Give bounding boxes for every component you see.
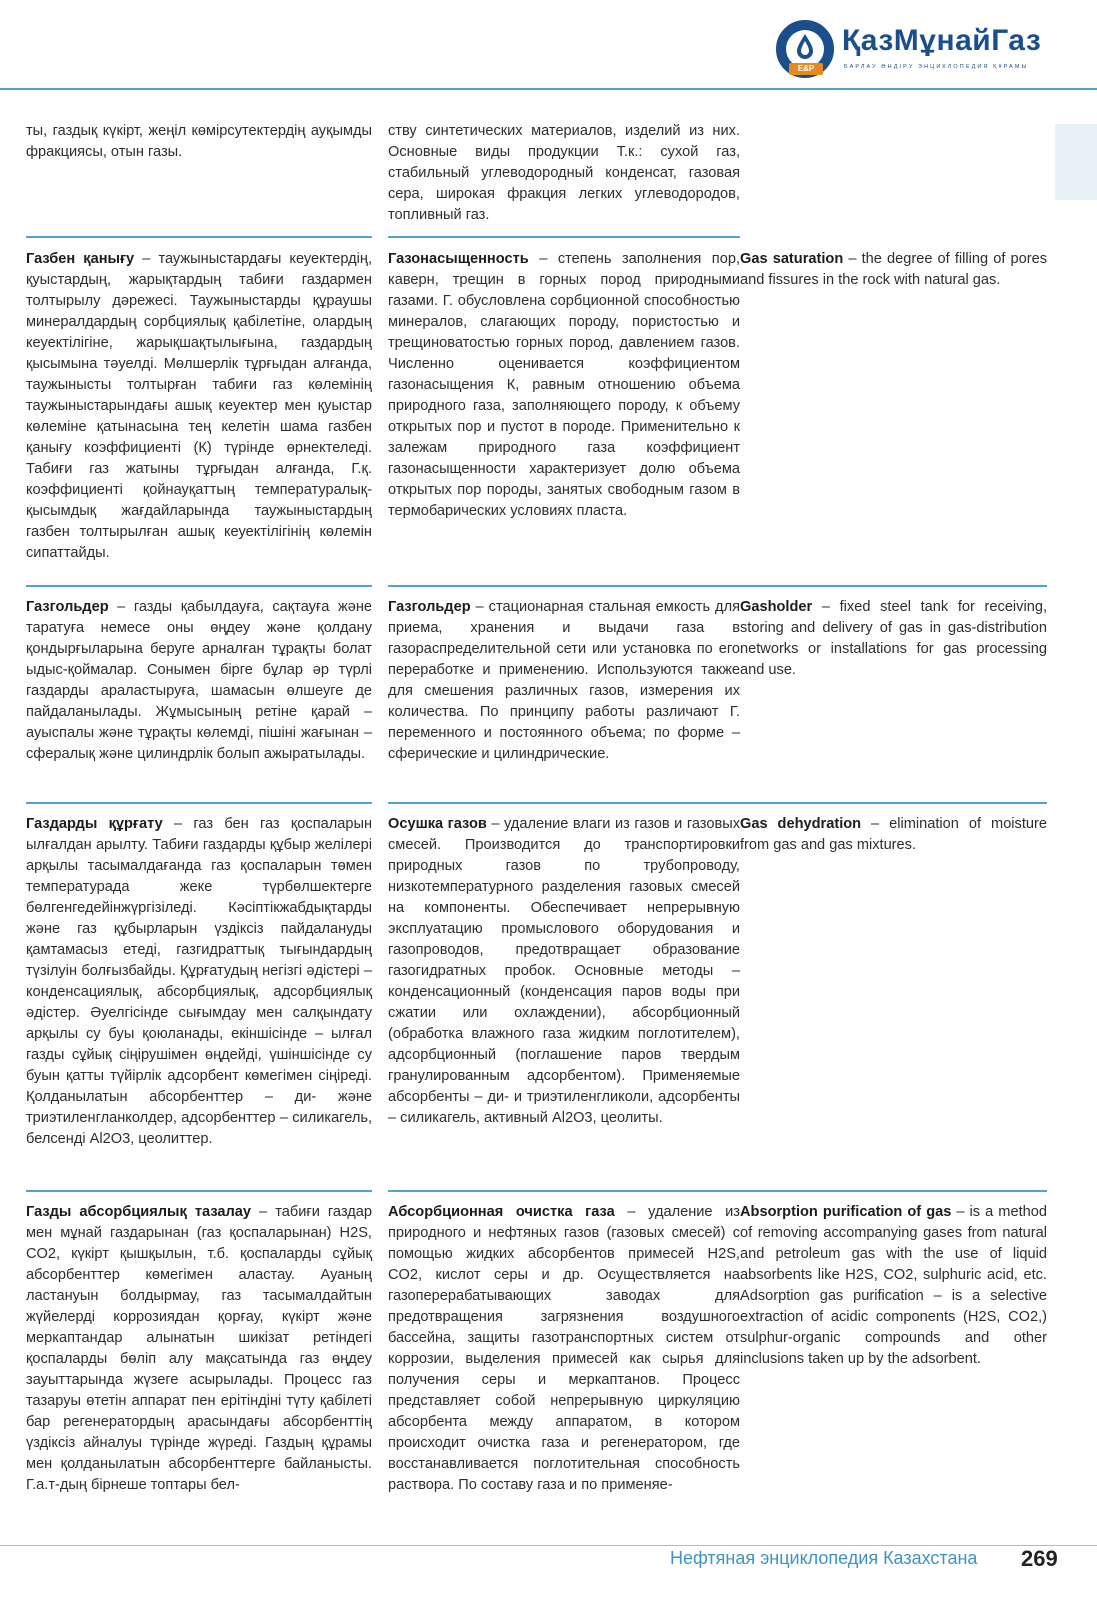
entry-kz: [26, 597, 372, 765]
definition-en: – the degree of filling of pores and fissures in the rock with natural gas.: [740, 251, 1047, 288]
section-divider: [740, 802, 1047, 804]
entry-kz: [26, 1202, 372, 1496]
section-divider: [26, 236, 372, 238]
definition-ru: ству синтетических материалов, изделий из них. Основные виды продукции Т.к.: сухой газ, стабильный углеводородный конденсат, газовая сера, широкая фракция легких углеводородов, топливный газ.: [388, 123, 740, 223]
entry-ru: [388, 1202, 740, 1496]
entry-ru: [388, 597, 740, 765]
entry-kz: [26, 249, 372, 564]
section-divider: [388, 1190, 740, 1192]
page-edge-tab: [1055, 124, 1097, 200]
term-ru: Осушка газов: [388, 816, 487, 832]
definition-ru: – удаление из природного и нефтяных газов (газовых смесей) с помощью жидких абсорбентов примесей H2S, CO2, кислот серы и др. Осуществляется на газоперерабатывающих заводах для предотвращения загрязнения воздушного бассейна, защиты газотранспортных систем от коррозии, выделения примесей как сырья для получения серы и меркаптанов. Процесс представляет собой непрерывную циркуляцию абсорбента между аппаратом, в котором происходит очистка газа и регенератором, где восстанавливается поглотительная способность раствора. По составу газа и по применяе-: [388, 1204, 741, 1493]
definition-kz: – таужыныстардағы кеуектердің, қуыстардың, жарықтардың табиғи газдармен толтырылу дәрежесі. Таужыныстарды құраушы минералдардың сорбциялық қабілетіне, олардың кеуектілігіне, жарықшақтылығына, газдардың қысымына тәуелді. Мөлшерлік тұрғыдан алғанда, таужынысты толтырған табиғи газ көлемінің таужыныстарындағы ашық кеуектер мен қуыстар көлеміне қатынасына тең келетін шама газбен қанығу коэффициенті (К) түрінде өрнектеледі. Табиғи газ жатыны тұрғыдан алғанда, Г.қ. коэффициенті қойнауқаттың температуралық-қысымдық жағдайларында таужыныстардың газбен толтырылған ашық кеуектілігінің көлемін сипаттайды.: [26, 251, 372, 561]
entry-en: [740, 1202, 1047, 1370]
kazmunaigas-logo: [776, 14, 1076, 80]
definition-kz: – газды қабылдауға, сақтауға және таратуға немесе оны өңдеу және қолдану қондырғыларына беруге арналған тұрақты болат ыдыс-қоймалар. Сонымен бірге бұлар әр түрлі газдарды араластыруға, шамасын өлшеуге де пайдаланылады. Жұмысының ретіне қарай – ауыспалы және тұрақты көлемді, пішіні жағынан – сфералық және цилиндрлік болып ажыратылады.: [26, 599, 372, 762]
logo-name: ҚазМұнайГаз: [842, 24, 1042, 57]
section-divider: [740, 1190, 1047, 1192]
entry-en: [740, 597, 1047, 681]
term-en: Gas dehydration: [740, 816, 862, 832]
definition-ru: – степень заполнения пор, каверн, трещин в горных пород природными газами. Г. обусловлена сорбционной способностью минералов, слагающих породу, пористостью и трещиноватостью горных пород, давлением газов. Численно оценивается коэффициентом газонасыщения К, равным отношению объема природного газа, заполняющего породу, к объему открытых пор и пустот в породе. Применительно к залежам природного газа коэффициент газонасыщенности характеризует долю объема открытых пор породы, занятых свободным газом в термобарических условиях пласта.: [388, 251, 740, 519]
entry-ru: [388, 121, 740, 226]
term-kz: Газбен қанығу: [26, 251, 135, 267]
definition-ru: – удаление влаги из газов и газовых смесей. Производится до транспортировки природных газов по трубопроводу, низкотемпературного разделения газовых смесей на компоненты. Обеспечивает непрерывную эксплуатацию промыслового оборудования и газопроводов, предотвращает образование газогидратных пробок. Основные методы – конденсационный (конденсация паров воды при сжатии или охлаждении), абсорбционный (обработка влажного газа жидким поглотителем), адсорбционный (поглашение паров твердым гранулированным адсорбентом). Применяемые абсорбенты – ди- и триэтиленгликоли, адсорбенты – силикагель, активный Al2O3, цеолиты.: [388, 816, 740, 1126]
footer-divider: [0, 1545, 1097, 1546]
logo-tagline: БАРЛАУ ӨНДІРУ ЭНЦИКЛОПЕДИЯ ҚҰРАМЫ: [844, 64, 1029, 70]
section-divider: [26, 1190, 372, 1192]
section-divider: [26, 585, 372, 587]
term-en: Gasholder: [740, 599, 813, 615]
entry-kz: [26, 121, 372, 163]
section-divider: [26, 802, 372, 804]
entry-ru: [388, 814, 740, 1129]
term-ru: Абсорбционная очистка газа: [388, 1204, 615, 1220]
section-divider: [388, 802, 740, 804]
definition-kz: – табиғи газдар мен мұнай газдарынан (газ қоспаларынан) H2S, CO2, күкірт қышқылын, т.б. қоспаларды сұйық абсорбенттер көмегімен аластау. Ауаның ластануын болдырмау, газ тасымалдайтын жүйелерді коррозиядан қорғау, күкірт және меркаптандар алынатын шикізат ретіндегі қоспаларды бөліп алу мақсатында газ өңдеу зауыттарында жүзеге асырылады. Процесс газ тазаруы өтетін аппарат пен ерітіндіні түту қабілеті бар регенератордың арасындағы абсорбенттің үздіксіз айналуы түрінде жүреді. Газдың құрамы мен қолданылатын абсорбенттерге байланысты. Г.а.т-дың бірнеше топтары бел-: [26, 1204, 372, 1493]
definition-en: – fixed steel tank for receiving, storing and delivery of gas in gas-distribution networks or installations for gas processing and use.: [740, 599, 1047, 678]
footer-title: Нефтяная энциклопедия Казахстана: [670, 1548, 978, 1568]
section-divider: [388, 236, 740, 238]
section-divider: [740, 585, 1047, 587]
logo-badge: E&P: [789, 63, 823, 75]
entry-en: [740, 249, 1047, 291]
term-kz: Газгольдер: [26, 599, 109, 615]
definition-en: – is a method of removing accompanying gases from natural and petroleum gas with the use of liquid absorbents like H2S, CO2, sulphuric acid, etc. Adsorption gas purification – is a selective extraction of acidic components (H2S, CO2,) sulphur-organic compounds and other inclusions taken up by the adsorbent.: [740, 1204, 1047, 1367]
definition-en: – elimination of moisture from gas and gas mixtures.: [740, 816, 1047, 853]
term-ru: Газгольдер: [388, 599, 471, 615]
section-divider: [388, 585, 740, 587]
term-kz: Газды абсорбциялық тазалау: [26, 1204, 251, 1220]
page-number: 269: [1021, 1546, 1058, 1571]
definition-kz: – газ бен газ қоспаларын ылғалдан арылту. Табиғи газдарды құбыр желілері арқылы тасымалдағанда газ қоспаларын төмен температурада жеке түрбөлшектерге бөлгенгедейінжүргізіледі. Кәсіптікжабдықтарды және газ құбырларын үздіксіз пайдалануды қамтамасыз етеді, газгидраттық тығындардың түзілуін болғызбайды. Құрғатудың негізгі әдістері – конденсациялық, абсорбциялық, адсорбциялық әдістер. Әуелгісінде сығымдау мен салқындату арқылы су буы қоюланады, екіншісінде – ылғал газды сұйық сіңірушімен өңдейді, үшіншісінде су буын қатты түйірлік адсорбент көмегімен сіңіреді. Қолданылатын абсорбенттер – ди- және триэтиленгланколдер, адсорбенттер – силикагель, белсенді Al2O3, цеолиттер.: [26, 816, 373, 1147]
entry-kz: [26, 814, 372, 1150]
definition-ru: – стационарная стальная емкость для приема, хранения и выдачи газа в газораспределительной сети или установка по его переработке и применению. Используются также для смешения различных газов, измерения их количества. По принципу работы различают Г. переменного и постоянного объема; по форме – сферические и цилиндрические.: [388, 599, 740, 762]
term-ru: Газонасыщенность: [388, 251, 529, 267]
entry-en: [740, 814, 1047, 856]
term-en: Gas saturation: [740, 251, 844, 267]
definition-kz: ты, газдық күкірт, жеңіл көмірсутектердің ауқымды фракциясы, отын газы.: [26, 123, 372, 160]
term-kz: Газдарды құрғату: [26, 816, 163, 832]
entry-ru: [388, 249, 740, 522]
logo-emblem-icon: [776, 20, 834, 78]
header-divider: [0, 88, 1097, 90]
term-en: Absorption purification of gas: [740, 1204, 952, 1220]
